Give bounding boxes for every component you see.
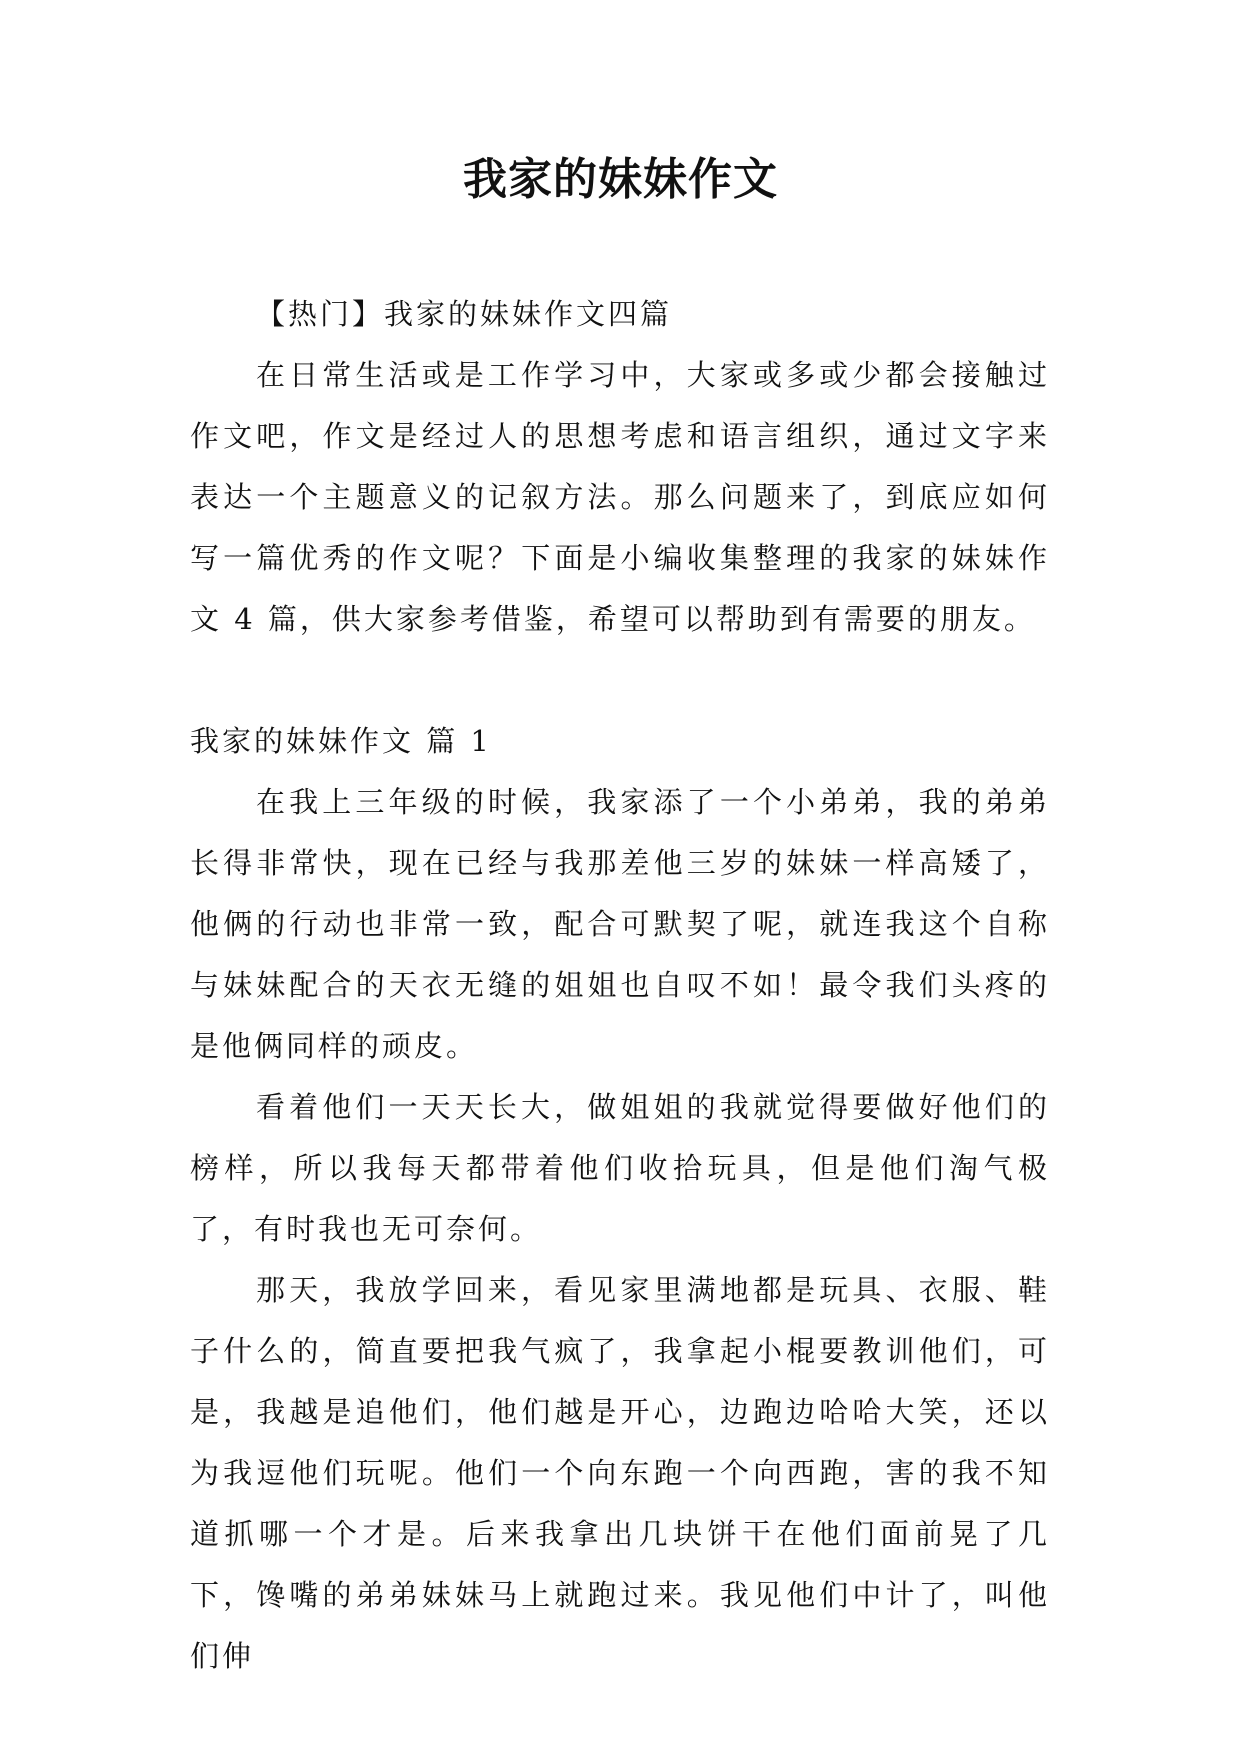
section-paragraph: 在我上三年级的时候，我家添了一个小弟弟，我的弟弟长得非常快，现在已经与我那差他三岁的妹妹一样高矮了，他俩的行动也非常一致，配合可默契了呢，就连我这个自称与妹妹配合的天衣无缝的姐姐也自叹不如！最令我们头疼的是他俩同样的顽皮。 [190,785,1050,1063]
section-title: 我家的妹妹作文 篇 1 [190,724,492,758]
section-paragraph: 看着他们一天天长大，做姐姐的我就觉得要做好他们的榜样，所以我每天都带着他们收拾玩具，但是他们淘气极了，有时我也无可奈何。 [190,1090,1050,1246]
document-body [190,284,1050,1687]
intro-heading: 【热门】我家的妹妹作文四篇 [256,297,673,331]
document-title: 我家的妹妹作文 [463,154,778,205]
section-paragraph: 那天，我放学回来，看见家里满地都是玩具、衣服、鞋子什么的，简直要把我气疯了，我拿起小棍要教训他们，可是，我越是追他们，他们越是开心，边跑边哈哈大笑，还以为我逗他们玩呢。他们一个向东跑一个向西跑，害的我不知道抓哪一个才是。后来我拿出几块饼干在他们面前晃了几下，馋嘴的弟弟妹妹马上就跑过来。我见他们中计了，叫他们伸 [190,1273,1050,1673]
intro-paragraph: 在日常生活或是工作学习中，大家或多或少都会接触过作文吧，作文是经过人的思想考虑和语言组织，通过文字来表达一个主题意义的记叙方法。那么问题来了，到底应如何写一篇优秀的作文呢？下面是小编收集整理的我家的妹妹作文 4 篇，供大家参考借鉴，希望可以帮助到有需要的朋友。 [190,358,1050,636]
